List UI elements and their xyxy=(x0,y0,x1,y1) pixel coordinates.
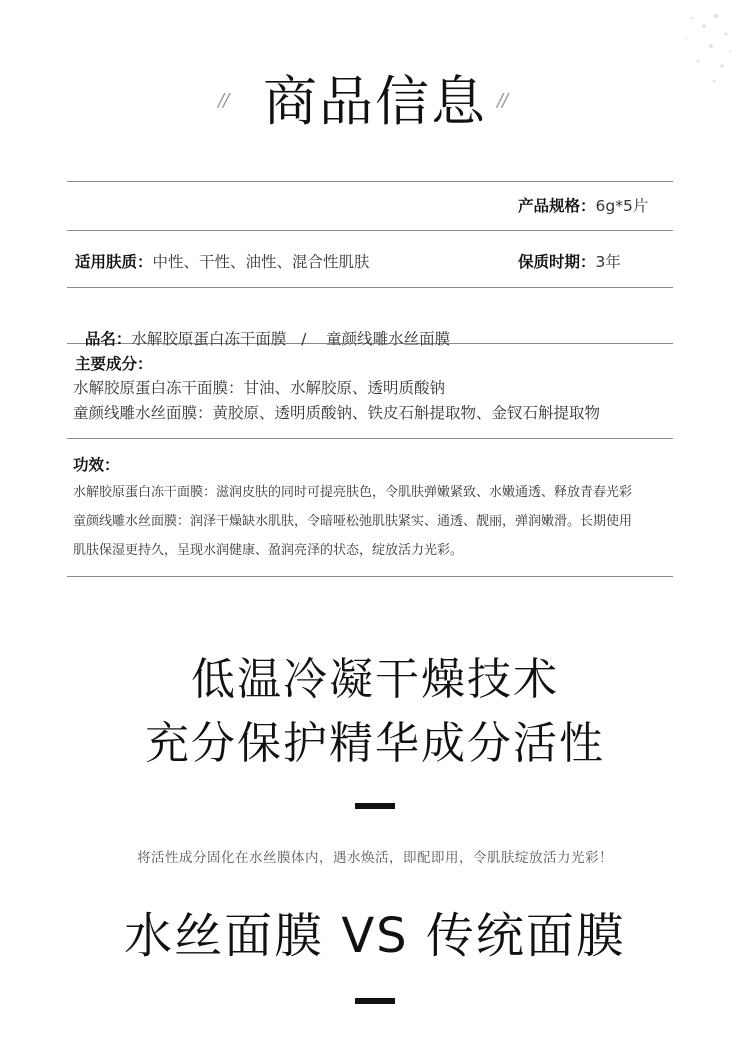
spec-skin-label: 适用肤质： xyxy=(75,253,153,271)
divider xyxy=(67,438,673,439)
header-left-decoration: // xyxy=(218,90,229,111)
spec-shelf-label: 保质时期： xyxy=(518,253,596,271)
tech-headline-1: 低温冷凝干燥技术 xyxy=(191,654,559,705)
spec-name-label: 品名： xyxy=(84,330,132,348)
section-title: 商品信息 xyxy=(263,70,487,133)
divider xyxy=(67,287,673,288)
spec-size-label: 产品规格： xyxy=(518,197,596,215)
divider xyxy=(67,230,673,231)
ingredients-line: 童颜线雕水丝面膜：黄胶原、透明质酸钠、铁皮石斛提取物、金钗石斛提取物 xyxy=(73,404,601,422)
spec-size-value: 6g*5片 xyxy=(595,197,649,215)
compare-title: 水丝面膜 VS 传统面膜 xyxy=(124,908,626,964)
accent-dash xyxy=(355,803,395,809)
efficacy-label: 功效： xyxy=(73,456,120,474)
ingredients-label: 主要成分： xyxy=(75,355,153,373)
accent-dash xyxy=(355,998,395,1004)
efficacy-line: 水解胶原蛋白冻干面膜：滋润皮肤的同时可提亮肤色，令肌肤弹嫩紧致、水嫩通透、释放青春光彩 xyxy=(73,485,633,500)
spec-size xyxy=(518,195,648,217)
spec-name-value: 水解胶原蛋白冻干面膜 / 童颜线雕水丝面膜 xyxy=(131,330,451,348)
spec-skin xyxy=(75,251,370,273)
spec-shelf-life xyxy=(518,251,621,273)
divider xyxy=(67,181,673,182)
efficacy-line: 肌肤保湿更持久，呈现水润健康、盈润亮泽的状态，绽放活力光彩。 xyxy=(73,543,464,558)
divider xyxy=(67,576,673,577)
spec-shelf-value: 3年 xyxy=(595,253,621,271)
ingredients-line: 水解胶原蛋白冻干面膜：甘油、水解胶原、透明质酸钠 xyxy=(73,379,446,397)
header-right-decoration: // xyxy=(497,90,508,111)
spec-product-name xyxy=(75,306,450,350)
tech-headline-2: 充分保护精华成分活性 xyxy=(145,718,605,769)
efficacy-line: 童颜线雕水丝面膜：润泽干燥缺水肌肤，令暗哑松弛肌肤紧实、通透、靓丽，弹润嫩滑。长期使用 xyxy=(73,514,633,529)
spec-skin-value: 中性、干性、油性、混合性肌肤 xyxy=(152,253,370,271)
tech-subtitle: 将活性成分固化在水丝膜体内，遇水焕活，即配即用，令肌肤绽放活力光彩！ xyxy=(137,850,613,866)
